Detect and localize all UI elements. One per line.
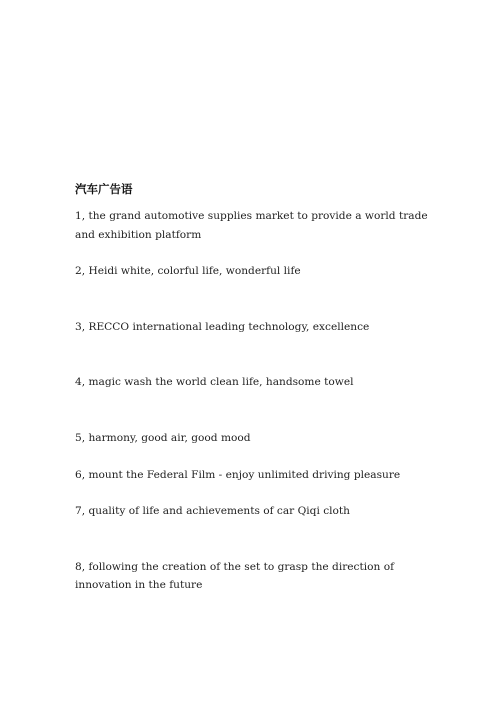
paragraph-spacer	[75, 336, 430, 373]
paragraph-spacer	[75, 521, 430, 558]
paragraph-spacer	[75, 392, 430, 429]
paragraph-spacer	[75, 281, 430, 318]
paragraph-3: 3, RECCO international leading technology, excellence	[75, 320, 370, 333]
paragraph-1: 1, the grand automotive supplies market to provide a world trade and exhibition platform	[75, 210, 428, 241]
paragraph-7: 7, quality of life and achievements of car Qiqi cloth	[75, 505, 350, 518]
paragraph-spacer	[75, 484, 430, 502]
document-title: 汽车广告语	[75, 182, 133, 196]
paragraph-5: 5, harmony, good air, good mood	[75, 431, 251, 444]
paragraph-6: 6, mount the Federal Film - enjoy unlimited driving pleasure	[75, 468, 401, 481]
paragraph-4: 4, magic wash the world clean life, handsome towel	[75, 376, 354, 389]
document-body	[75, 180, 430, 595]
paragraph-8: 8, following the creation of the set to grasp the direction of innovation in the future	[75, 560, 394, 592]
paragraph-spacer	[75, 448, 430, 466]
paragraph-spacer	[75, 244, 430, 262]
paragraph-2: 2, Heidi white, colorful life, wonderful life	[75, 265, 301, 278]
